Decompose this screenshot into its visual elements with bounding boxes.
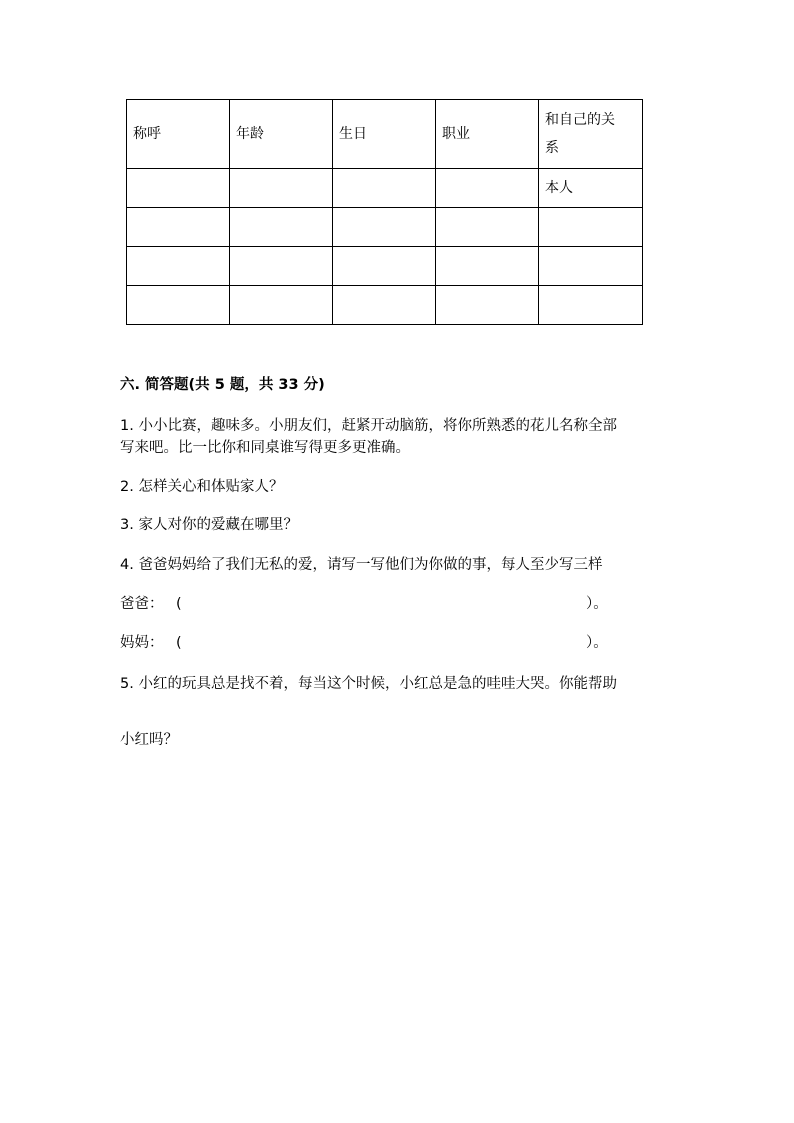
section-title: 六. 简答题(共 5 题，共 33 分): [120, 377, 325, 393]
table-row: [127, 208, 643, 247]
table-cell[interactable]: [539, 208, 643, 247]
question-5-line-2: 小红吗？: [120, 732, 178, 748]
dad-answer-line[interactable]: [120, 594, 608, 614]
table-cell[interactable]: [436, 169, 539, 208]
table-cell[interactable]: [127, 286, 230, 325]
table-cell[interactable]: [539, 247, 643, 286]
table-cell[interactable]: [333, 208, 436, 247]
header-cell-relationship: [539, 100, 643, 169]
mom-label: 妈妈：: [120, 635, 164, 651]
table-cell[interactable]: [436, 286, 539, 325]
table-cell[interactable]: [333, 247, 436, 286]
table-row: [127, 169, 643, 208]
table-row: [127, 247, 643, 286]
table-cell[interactable]: [127, 247, 230, 286]
header-relationship-line2: 系: [545, 140, 559, 156]
open-paren: (: [176, 635, 182, 651]
question-2: 2. 怎样关心和体贴家人？: [120, 479, 284, 495]
table-cell[interactable]: [127, 208, 230, 247]
dad-label: 爸爸：: [120, 596, 164, 612]
table-header-row: [127, 100, 643, 169]
table-cell[interactable]: [539, 286, 643, 325]
table-cell[interactable]: [436, 247, 539, 286]
header-relationship-line1: 和自己的关: [545, 112, 615, 128]
table-cell[interactable]: [127, 169, 230, 208]
question-4: 4. 爸爸妈妈给了我们无私的爱，请写一写他们为你做的事，每人至少写三样: [120, 557, 603, 573]
mom-answer-line[interactable]: [120, 633, 608, 653]
header-cell-title: 称呼: [127, 100, 230, 169]
close-paren: ）。: [586, 596, 608, 612]
family-info-table: [126, 99, 643, 325]
table-cell[interactable]: [230, 247, 333, 286]
table-cell[interactable]: [230, 169, 333, 208]
question-3: 3. 家人对你的爱藏在哪里？: [120, 517, 298, 533]
open-paren: (: [176, 596, 182, 612]
question-1-line-1: 1. 小小比赛，趣味多。小朋友们，赶紧开动脑筋，将你所熟悉的花儿名称全部: [120, 418, 617, 434]
close-paren: ）。: [586, 635, 608, 651]
table-cell[interactable]: [333, 286, 436, 325]
table-cell: 本人: [539, 169, 643, 208]
question-5-line-1: 5. 小红的玩具总是找不着，每当这个时候，小红总是急的哇哇大哭。你能帮助: [120, 676, 617, 692]
header-cell-age: 年龄: [230, 100, 333, 169]
table-cell[interactable]: [333, 169, 436, 208]
table-row: [127, 286, 643, 325]
table-cell[interactable]: [230, 286, 333, 325]
table-cell[interactable]: [436, 208, 539, 247]
question-1-line-2: 写来吧。比一比你和同桌谁写得更多更准确。: [120, 440, 410, 456]
table-cell[interactable]: [230, 208, 333, 247]
header-cell-birthday: 生日: [333, 100, 436, 169]
header-cell-occupation: 职业: [436, 100, 539, 169]
